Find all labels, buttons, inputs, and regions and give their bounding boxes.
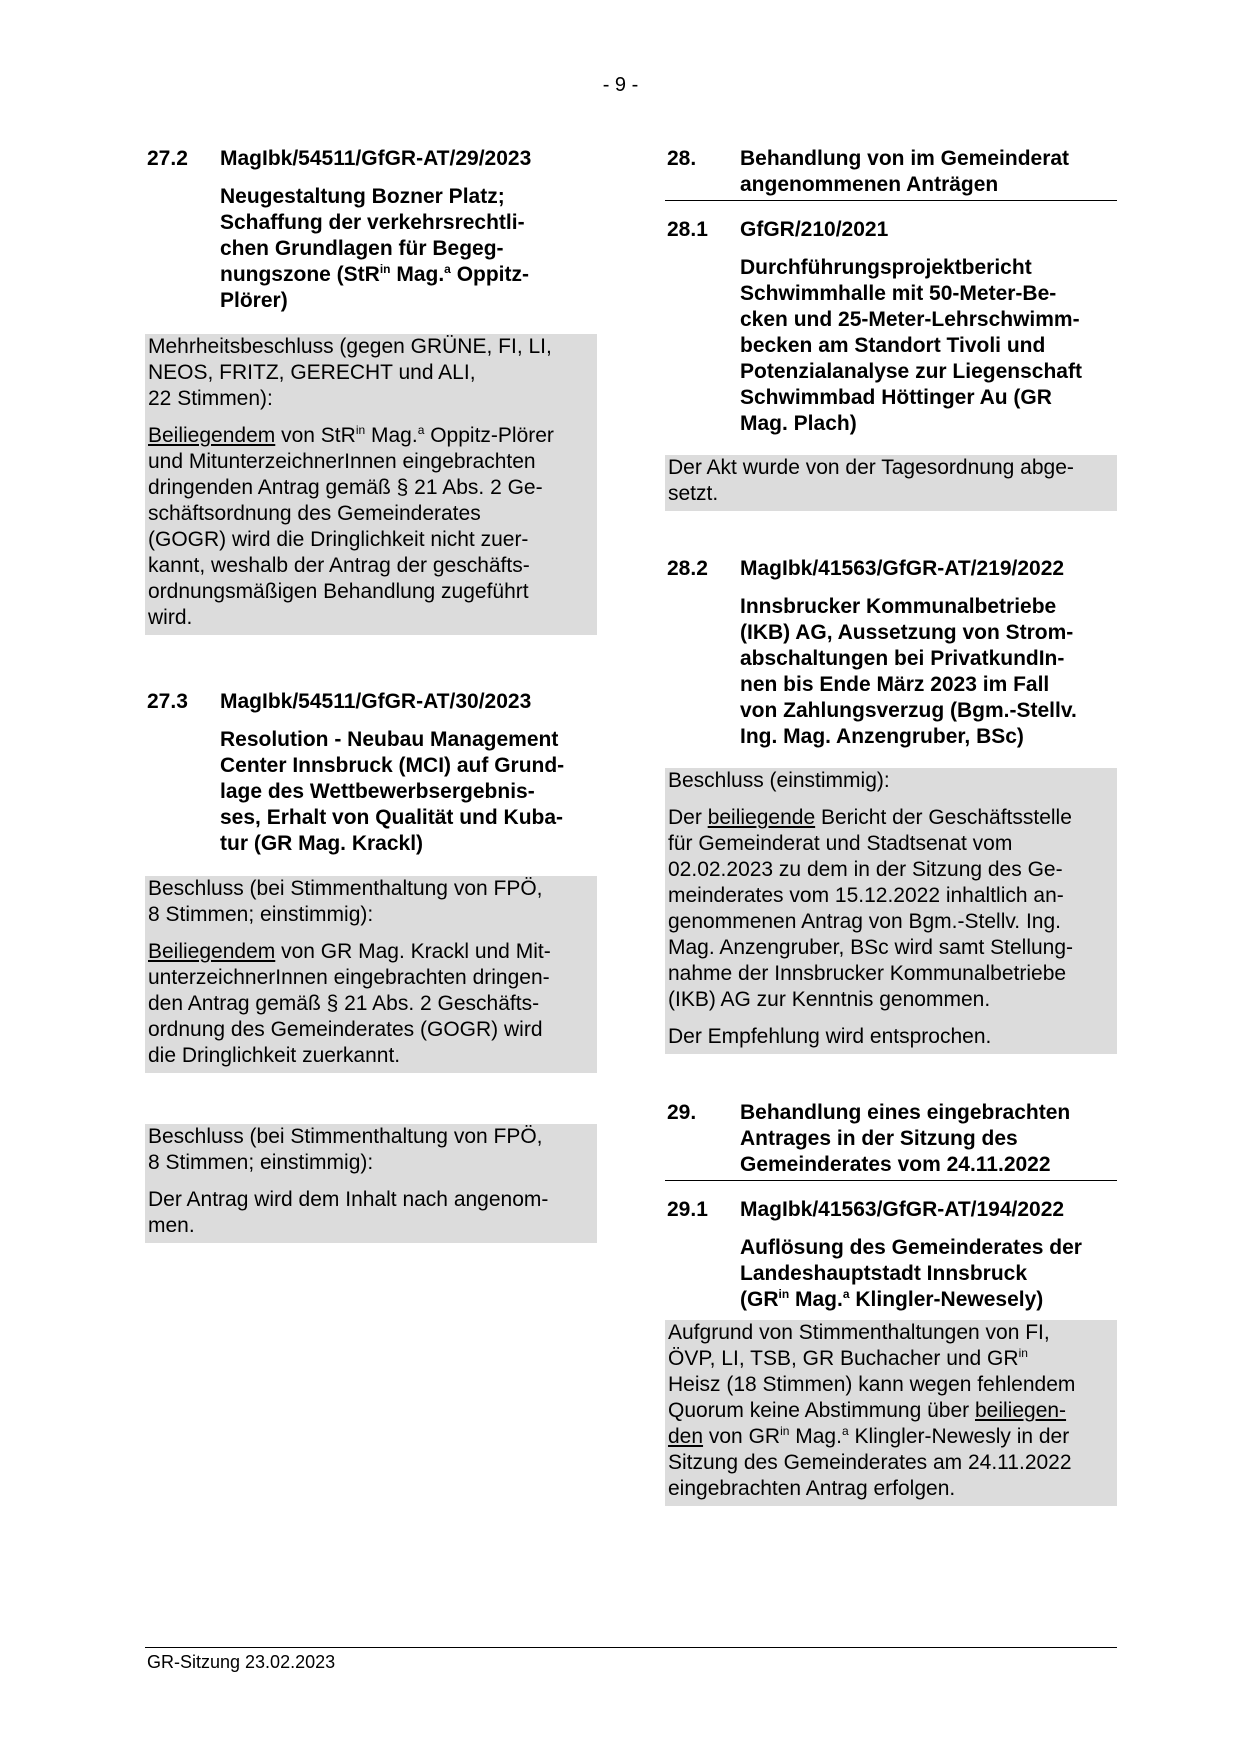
item-title — [145, 184, 597, 314]
text-span: Quorum keine Abstimmung über — [668, 1399, 975, 1422]
item-27-3 — [145, 689, 597, 857]
title-line: von Zahlungsverzug (Bgm.-Stellv. — [740, 699, 1077, 722]
text-line: Sitzung des Gemeinderates am 24.11.2022 — [668, 1451, 1072, 1474]
section-number: 28. — [667, 147, 697, 170]
item-reference: MagIbk/54511/GfGR-AT/30/2023 — [220, 690, 532, 713]
text-span: ÖVP, LI, TSB, GR Buchacher und GR — [668, 1347, 1019, 1370]
resolution-text — [148, 1187, 594, 1239]
text-line: (GOGR) wird die Dringlichkeit nicht zuer- — [148, 528, 529, 551]
vote-result — [148, 1124, 594, 1176]
text-line: Der Akt wurde von der Tagesordnung abge- — [668, 456, 1074, 479]
title-line: Antrages in der Sitzung des — [740, 1127, 1018, 1150]
text-line: den Antrag gemäß § 21 Abs. 2 Geschäfts- — [148, 992, 540, 1015]
attachment-link[interactable]: Beiliegendem — [148, 424, 276, 447]
resolution-box-27-3 — [145, 876, 597, 1073]
title-line: Schwimmhalle mit 50-Meter-Be- — [740, 282, 1057, 305]
item-reference: MagIbk/41563/GfGR-AT/219/2022 — [740, 557, 1065, 580]
vote-result — [148, 876, 594, 928]
text-line: Der Empfehlung wird entsprochen. — [668, 1025, 992, 1048]
text-span: Bericht der Geschäftsstelle — [815, 806, 1072, 829]
text-span: nungszone (StR — [220, 263, 380, 286]
text-line: Aufgrund von Stimmenthaltungen von FI, — [668, 1321, 1050, 1344]
item-number: 29.1 — [667, 1198, 708, 1221]
text-span: Klingler-Newesely) — [849, 1288, 1044, 1311]
text-line: Beschluss (bei Stimmenthaltung von FPÖ, — [148, 877, 543, 900]
item-29-1 — [665, 1197, 1117, 1313]
text-line: 22 Stimmen): — [148, 387, 273, 410]
item-heading — [145, 146, 597, 172]
text-line: ordnungsmäßigen Behandlung zugeführt — [148, 580, 529, 603]
item-28-2 — [665, 556, 1117, 750]
item-title — [665, 255, 1117, 437]
title-line — [740, 1287, 1117, 1313]
title-line: Ing. Mag. Anzengruber, BSc) — [740, 725, 1024, 748]
title-line: Plörer) — [220, 289, 288, 312]
text-line: ordnung des Gemeinderates (GOGR) wird — [148, 1018, 543, 1041]
superscript: a — [841, 1424, 849, 1438]
superscript: in — [780, 1424, 790, 1438]
item-number: 28.1 — [667, 218, 708, 241]
resolution-box-28-2 — [665, 768, 1117, 1054]
page-number: - 9 - — [602, 74, 639, 96]
title-line: Behandlung von im Gemeinderat — [740, 147, 1070, 170]
text-line: 02.02.2023 zu dem in der Sitzung des Ge- — [668, 858, 1063, 881]
resolution-text — [668, 455, 1114, 507]
text-span: Mag. — [789, 1425, 842, 1448]
attachment-link[interactable]: beiliegende — [707, 806, 816, 829]
resolution-text — [148, 423, 594, 631]
text-line: NEOS, FRITZ, GERECHT und ALI, — [148, 361, 476, 384]
vote-result — [148, 334, 594, 412]
text-line: 8 Stimmen; einstimmig): — [148, 903, 374, 926]
text-line: kannt, weshalb der Antrag der geschäfts- — [148, 554, 530, 577]
superscript: in — [778, 1287, 790, 1301]
text-line: eingebrachten Antrag erfolgen. — [668, 1477, 956, 1500]
item-number: 28.2 — [667, 557, 708, 580]
text-span: Der — [668, 806, 708, 829]
title-line: Schaffung der verkehrsrechtli- — [220, 211, 525, 234]
item-27-2 — [145, 146, 597, 314]
title-line — [220, 262, 597, 288]
text-line: und MitunterzeichnerInnen eingebrachten — [148, 450, 536, 473]
title-line: Neugestaltung Bozner Platz; — [220, 185, 505, 208]
item-title — [145, 727, 597, 857]
superscript: a — [842, 1287, 850, 1301]
title-line: Auflösung des Gemeinderates der — [740, 1236, 1082, 1259]
title-line: Schwimmbad Höttinger Au (GR — [740, 386, 1052, 409]
text-span: von StR — [275, 424, 356, 447]
vote-result — [668, 768, 1114, 794]
attachment-link[interactable]: beiliegen- — [974, 1399, 1067, 1422]
footer-divider — [145, 1647, 1117, 1648]
item-number: 27.3 — [147, 690, 188, 713]
text-line: meinderates vom 15.12.2022 inhaltlich an- — [668, 884, 1064, 907]
text-line: genommenen Antrag von Bgm.-Stellv. Ing. — [668, 910, 1061, 933]
resolution-text — [148, 939, 594, 1069]
text-line: wird. — [148, 606, 193, 629]
superscript: a — [444, 262, 451, 276]
item-heading — [145, 689, 597, 715]
attachment-link[interactable]: Beiliegendem — [148, 940, 276, 963]
text-line: unterzeichnerInnen eingebrachten dringen- — [148, 966, 550, 989]
item-heading — [665, 217, 1117, 243]
item-28-1 — [665, 217, 1117, 437]
title-line: lage des Wettbewerbsergebnis- — [220, 780, 535, 803]
item-heading — [665, 556, 1117, 582]
text-line: Mag. Anzengruber, BSc wird samt Stellung- — [668, 936, 1074, 959]
title-line: Landeshauptstadt Innsbruck — [740, 1262, 1028, 1285]
section-heading — [665, 146, 1117, 200]
section-29 — [665, 1100, 1117, 1181]
title-line: nen bis Ende März 2023 im Fall — [740, 673, 1050, 696]
title-line: ses, Erhalt von Qualität und Kuba- — [220, 806, 564, 829]
title-line: Behandlung eines eingebrachten — [740, 1101, 1071, 1124]
text-span: von GR — [703, 1425, 781, 1448]
text-line: (IKB) AG zur Kenntnis genommen. — [668, 988, 991, 1011]
text-line: Mehrheitsbeschluss (gegen GRÜNE, FI, LI, — [148, 335, 552, 358]
title-line: angenommenen Anträgen — [740, 173, 999, 196]
resolution-box-29-1 — [665, 1320, 1117, 1506]
text-line: die Dringlichkeit zuerkannt. — [148, 1044, 401, 1067]
text-span: Mag. — [365, 424, 418, 447]
section-heading — [665, 1100, 1117, 1180]
superscript: in — [355, 423, 366, 437]
title-line: Innsbrucker Kommunalbetriebe — [740, 595, 1057, 618]
text-line: für Gemeinderat und Stadtsenat vom — [668, 832, 1013, 855]
title-line: (IKB) AG, Aussetzung von Strom- — [740, 621, 1074, 644]
title-line: Mag. Plach) — [740, 412, 857, 435]
title-line: chen Grundlagen für Begeg- — [220, 237, 504, 260]
item-number: 27.2 — [147, 147, 188, 170]
footer-text: GR-Sitzung 23.02.2023 — [147, 1652, 336, 1672]
superscript: a — [417, 423, 425, 437]
item-reference: MagIbk/54511/GfGR-AT/29/2023 — [220, 147, 532, 170]
title-line: becken am Standort Tivoli und — [740, 334, 1046, 357]
resolution-text — [668, 1320, 1114, 1502]
title-line: Resolution - Neubau Management — [220, 728, 559, 751]
title-line: Potenzialanalyse zur Liegenschaft — [740, 360, 1082, 383]
text-line: schäftsordnung des Gemeinderates — [148, 502, 481, 525]
section-number: 29. — [667, 1101, 697, 1124]
text-line: Heisz (18 Stimmen) kann wegen fehlendem — [668, 1373, 1076, 1396]
item-title — [665, 1235, 1117, 1313]
superscript: in — [379, 262, 391, 276]
text-line: Beschluss (einstimmig): — [668, 769, 890, 792]
superscript: in — [1018, 1346, 1028, 1360]
text-span: Mag. — [390, 263, 445, 286]
item-heading — [665, 1197, 1117, 1223]
text-line: men. — [148, 1214, 195, 1237]
resolution-box-28-1 — [665, 455, 1117, 511]
text-span: von GR Mag. Krackl und Mit- — [275, 940, 551, 963]
title-line: Gemeinderates vom 24.11.2022 — [740, 1153, 1051, 1176]
resolution-box-27-2 — [145, 334, 597, 635]
text-line: Der Antrag wird dem Inhalt nach angenom- — [148, 1188, 549, 1211]
text-span: Klingler-Newesly in der — [848, 1425, 1070, 1448]
text-span: Oppitz-Plörer — [424, 424, 554, 447]
section-28 — [665, 146, 1117, 201]
attachment-link[interactable]: den — [668, 1425, 704, 1448]
resolution-text — [668, 805, 1114, 1013]
text-span: (GR — [740, 1288, 779, 1311]
title-line: cken und 25-Meter-Lehrschwimm- — [740, 308, 1080, 331]
text-span: Mag. — [789, 1288, 843, 1311]
text-line: nahme der Innsbrucker Kommunalbetriebe — [668, 962, 1067, 985]
title-line: abschaltungen bei PrivatkundIn- — [740, 647, 1065, 670]
title-line: tur (GR Mag. Krackl) — [220, 832, 424, 855]
text-line: 8 Stimmen; einstimmig): — [148, 1151, 374, 1174]
resolution-box-27-3-content — [145, 1124, 597, 1243]
title-line: Durchführungsprojektbericht — [740, 256, 1032, 279]
title-line: Center Innsbruck (MCI) auf Grund- — [220, 754, 565, 777]
item-reference: MagIbk/41563/GfGR-AT/194/2022 — [740, 1198, 1065, 1221]
item-reference: GfGR/210/2021 — [740, 218, 889, 241]
recommendation-text — [668, 1024, 1114, 1050]
text-line: dringenden Antrag gemäß § 21 Abs. 2 Ge- — [148, 476, 543, 499]
text-span: Oppitz- — [450, 263, 530, 286]
item-title — [665, 594, 1117, 750]
text-line: setzt. — [668, 482, 719, 505]
text-line: Beschluss (bei Stimmenthaltung von FPÖ, — [148, 1125, 543, 1148]
